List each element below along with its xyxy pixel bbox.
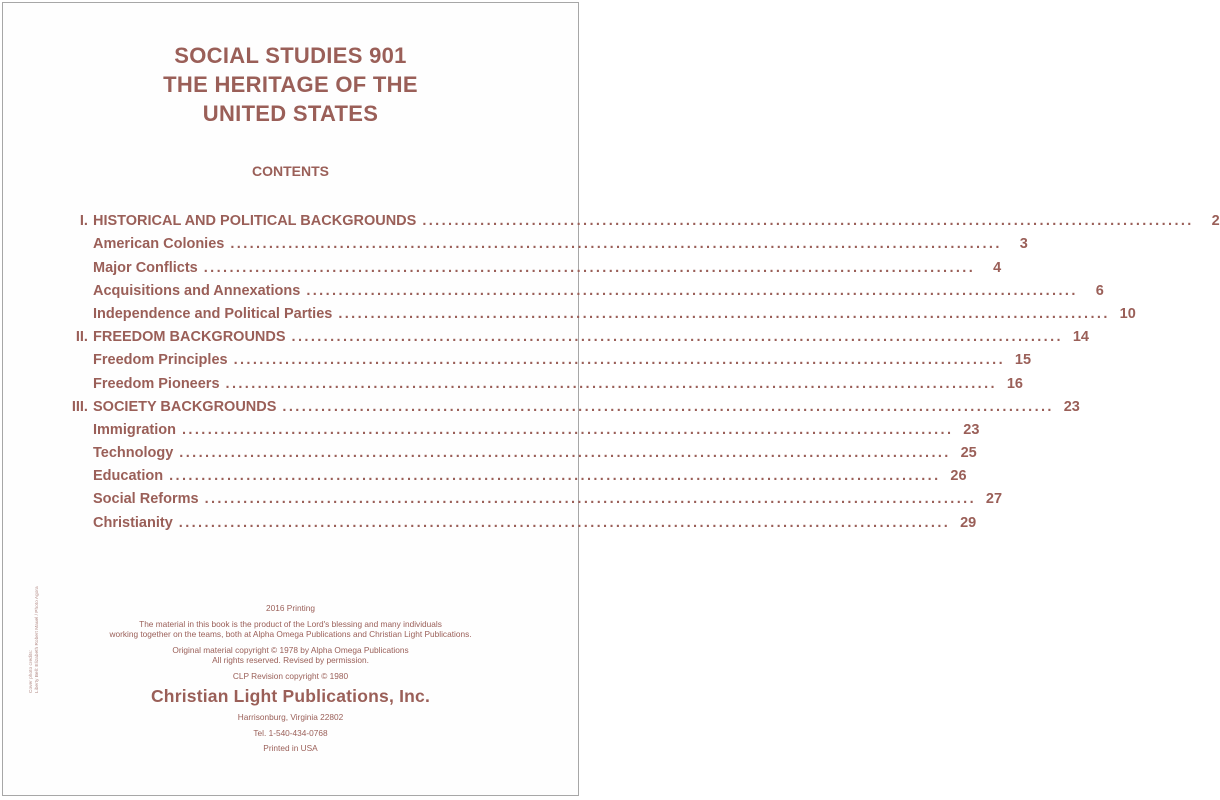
toc-page-number: 25 bbox=[960, 445, 977, 462]
toc-entry bbox=[63, 484, 1003, 508]
toc-section-number: I. bbox=[79, 213, 92, 230]
toc-page-number: 29 bbox=[960, 514, 977, 531]
toc-page-number: 23 bbox=[1063, 398, 1080, 415]
toc-page-number: 2 bbox=[1211, 213, 1220, 230]
toc-entry-label: Acquisitions and Annexations bbox=[93, 282, 301, 299]
toc-dot-leader: ........................................................................................................................ bbox=[422, 213, 1194, 230]
printed-in-line: Printed in USA bbox=[263, 743, 318, 753]
toc-page-number: 15 bbox=[1014, 352, 1032, 369]
publisher-name: Christian Light Publications, Inc. bbox=[150, 686, 431, 706]
copyright-line-2: All rights reserved. Revised by permission. bbox=[212, 655, 369, 665]
toc-entry bbox=[63, 252, 1002, 276]
copyright-line-1: Original material copyright © 1978 by Alpha Omega Publications bbox=[172, 644, 409, 655]
printing-line: 2016 Printing bbox=[266, 603, 315, 613]
toc-dot-leader: ........................................................................................................................ bbox=[178, 514, 951, 531]
toc-entry-label: FREEDOM BACKGROUNDS bbox=[93, 329, 286, 346]
phone-line: Tel. 1-540-434-0768 bbox=[253, 727, 328, 738]
toc-page-number: 4 bbox=[993, 259, 1002, 276]
table-of-contents bbox=[63, 206, 1220, 531]
toc-entry bbox=[63, 368, 1023, 392]
toc-entry-label: SOCIETY BACKGROUNDS bbox=[93, 398, 277, 415]
toc-entry bbox=[63, 415, 980, 438]
toc-entry bbox=[63, 438, 977, 462]
clp-revision-line: CLP Revision copyright © 1980 bbox=[232, 670, 349, 681]
toc-page-number: 10 bbox=[1119, 305, 1136, 322]
toc-page-number: 3 bbox=[1019, 236, 1028, 253]
publication-info bbox=[3, 603, 578, 754]
toc-entry bbox=[63, 229, 1028, 253]
photo-credit bbox=[29, 586, 41, 693]
toc-entry bbox=[63, 345, 1032, 369]
toc-dot-leader: ........................................................................................................................ bbox=[181, 421, 954, 438]
toc-entry-label: Independence and Political Parties bbox=[93, 305, 333, 322]
toc-dot-leader: ........................................................................................................................ bbox=[230, 236, 1002, 253]
toc-page-number: 26 bbox=[950, 468, 967, 485]
photo-credit-line-1: Cover photo credits: bbox=[29, 650, 34, 693]
blessing-line-1: The material in this book is the product of the Lord's blessing and many individuals bbox=[139, 618, 442, 629]
document-page bbox=[2, 2, 1220, 796]
contents-heading: CONTENTS bbox=[252, 163, 329, 179]
toc-page-number: 16 bbox=[1006, 375, 1023, 392]
toc-dot-leader: ........................................................................................................................ bbox=[306, 282, 1078, 299]
toc-dot-leader: ........................................................................................................................ bbox=[291, 329, 1063, 346]
toc-section-number: II. bbox=[75, 329, 92, 346]
toc-entry-label: HISTORICAL AND POLITICAL BACKGROUNDS bbox=[93, 213, 417, 230]
toc-entry bbox=[63, 322, 1089, 346]
toc-page-number: 14 bbox=[1072, 329, 1089, 346]
toc-dot-leader: ........................................................................................................................ bbox=[179, 445, 951, 462]
toc-page-number: 27 bbox=[985, 491, 1003, 508]
toc-entry-label: Technology bbox=[93, 445, 174, 462]
toc-entry bbox=[63, 392, 1080, 415]
toc-dot-leader: ........................................................................................................................ bbox=[338, 305, 1110, 322]
toc-page-number: 6 bbox=[1095, 282, 1104, 299]
toc-dot-leader: ........................................................................................................................ bbox=[203, 259, 976, 276]
toc-entry-label: Immigration bbox=[93, 421, 176, 438]
toc-entry bbox=[63, 507, 977, 531]
toc-section-number: III. bbox=[71, 398, 92, 415]
toc-entry-label: Social Reforms bbox=[93, 491, 199, 508]
toc-entry-label: Education bbox=[93, 468, 164, 485]
toc-entry-label: Freedom Pioneers bbox=[93, 375, 220, 392]
page-title bbox=[3, 41, 578, 128]
toc-entry-label: Christianity bbox=[93, 514, 173, 531]
toc-page-number: 23 bbox=[963, 421, 980, 438]
toc-dot-leader: ........................................................................................................................ bbox=[204, 491, 977, 508]
toc-entry bbox=[63, 206, 1220, 230]
toc-dot-leader: ........................................................................................................................ bbox=[225, 375, 997, 392]
title-line-3: UNITED STATES bbox=[202, 101, 379, 126]
toc-entry bbox=[63, 461, 967, 485]
toc-dot-leader: ........................................................................................................................ bbox=[282, 398, 1054, 415]
toc-entry bbox=[63, 299, 1136, 322]
title-line-2: THE HERITAGE OF THE bbox=[163, 72, 418, 97]
address-line: Harrisonburg, Virginia 22802 bbox=[237, 712, 344, 722]
toc-entry bbox=[63, 276, 1104, 299]
toc-entry-label: Freedom Principles bbox=[93, 352, 228, 369]
blessing-line-2: working together on the teams, both at Alpha Omega Publications and Christian Light Publications. bbox=[109, 629, 472, 639]
toc-dot-leader: ........................................................................................................................ bbox=[233, 352, 1006, 369]
toc-entry-label: Major Conflicts bbox=[93, 259, 198, 276]
toc-dot-leader: ........................................................................................................................ bbox=[169, 468, 941, 485]
toc-entry-label: American Colonies bbox=[93, 236, 225, 253]
photo-credit-line-2: Liberty Bell: Elizabeth Robert Mauel / Photo Agora bbox=[35, 586, 40, 693]
title-line-1: SOCIAL STUDIES 901 bbox=[174, 43, 407, 68]
